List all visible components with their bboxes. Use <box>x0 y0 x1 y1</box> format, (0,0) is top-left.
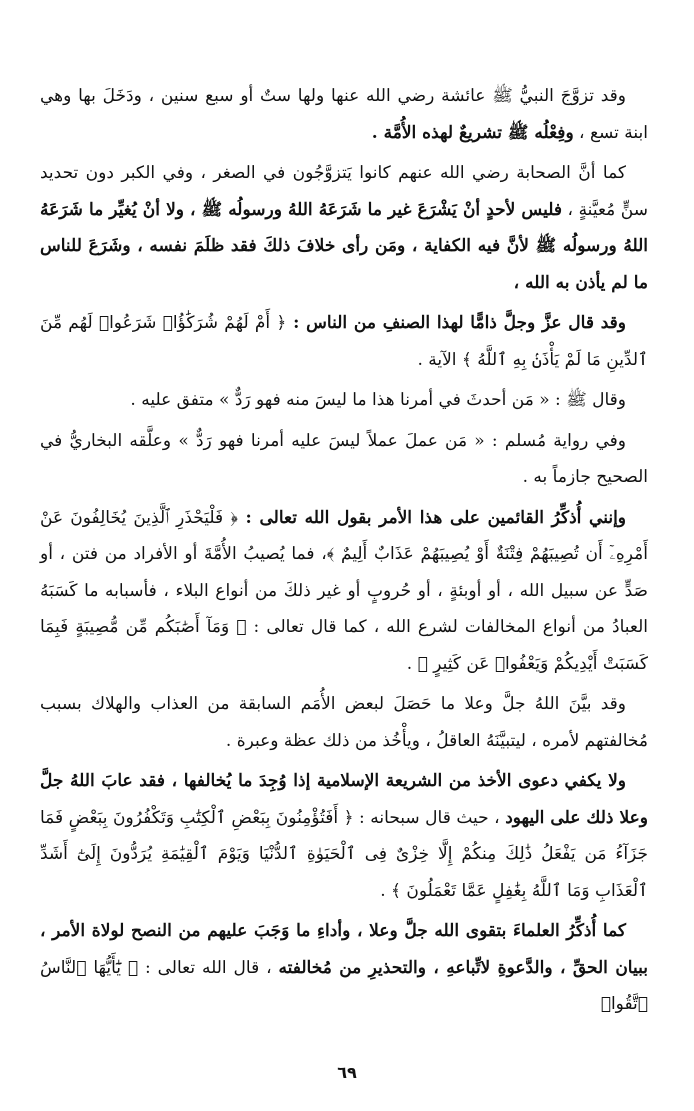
body-text <box>40 78 648 1023</box>
paragraph <box>40 686 648 759</box>
page-number: ٦٩ <box>337 1063 357 1082</box>
paragraph <box>40 423 648 496</box>
bold-text: ولا يكفي دعوى الأخذ من الشريعة الإسلامية إذا وُجِدَ ما يُخالفها ، فقد عابَ اللهُ جلَّ وعلا ذلك على اليهود <box>40 771 648 828</box>
paragraph <box>40 78 648 151</box>
quran-verse: ﴿ يَٰٓأَيُّهَا ٱلنَّاسُ ٱتَّقُوا۟ <box>40 957 648 1014</box>
text-run: ، فما يُصيبُ الأُمَّةَ أو الأفراد من فتن ، أو صَدٍّ عن سبيل الله ، أو أوبئةٍ ، أو حُروبٍ أو غير ذلكَ من أنواع البلاء ، فأسبابه ما كَسَبَهُ العبادُ من أنواع المخالفات لشرع الله ، كما قال تعالى : <box>40 544 648 637</box>
text-run: وقد تزوَّجَ النبيُّ ﷺ عائشة رضي الله عنها ولها ستٌ أو سبع سنين ، ودَخَلَ بها وهي ابنة تسع ، <box>40 86 648 143</box>
text-run: وفي رواية مُسلم : « مَن عملَ عملاً ليسَ عليه أمرنا فهو رَدٌّ » وعلَّقه البخاريُّ في الصحيح جازماً به . <box>40 430 648 487</box>
quran-verse: ﴿ فَلْيَحْذَرِ ٱلَّذِينَ يُخَالِفُونَ عَنْ أَمْرِهِۦٓ أَن تُصِيبَهُمْ فِتْنَةٌ أَوْ يُصِيبَهُمْ عَذَابٌ أَلِيمٌ ﴾ <box>40 507 648 564</box>
text-run: وقد بيَّنَ اللهُ جلَّ وعلا ما حَصَلَ لبعض الأُمَم السابقة من العذاب والهلاك بسبب مُخالفتهم لأمره ، ليتبيَّنَهُ العاقلُ ، ويأْخُذ من ذلك عظة وعبرة . <box>40 694 648 751</box>
paragraph <box>40 763 648 909</box>
text-run: وقال ﷺ : « مَن أحدثَ في أمرنا هذا ما ليسَ منه فهو رَدٌّ » متفق عليه . <box>130 390 626 410</box>
bold-text: وإنني أُذكِّرُ القائمين على هذا الأمر بقول الله تعالى : <box>237 507 627 528</box>
paragraph <box>40 382 648 419</box>
quran-verse: ﴿ أَمْ لَهُمْ شُرَكَٰؤُا۟ شَرَعُوا۟ لَهُم مِّنَ ٱلدِّينِ مَا لَمْ يَأْذَنۢ بِهِ ٱللَّهُ ﴾ <box>40 313 648 370</box>
paragraph <box>40 155 648 301</box>
text-run: ، قال الله تعالى : <box>138 957 279 978</box>
paragraph <box>40 913 648 1023</box>
text-run: . <box>406 653 418 674</box>
text-run: ، حيث قال سبحانه : <box>353 807 506 828</box>
bold-text: كما أُذكِّرُ العلماءَ بتقوى الله جلَّ وعلا ، وأداءِ ما وَجَبَ عليهم من النصح لولاة الأمر ، ببيان الحقِّ ، والدَّعوةِ لاتِّباعهِ ، والتحذيرِ من مُخالفته <box>40 921 648 978</box>
quran-verse: ﴿ وَمَآ أَصَٰبَكُم مِّن مُّصِيبَةٍ فَبِمَا كَسَبَتْ أَيْدِيكُمْ وَيَعْفُوا۟ عَن كَثِيرٍ ﴾ <box>40 617 648 674</box>
quran-verse: ﴿ أَفَتُؤْمِنُونَ بِبَعْضِ ٱلْكِتَٰبِ وَتَكْفُرُونَ بِبَعْضٍ فَمَا جَزَآءُ مَن يَفْعَلُ ذَٰلِكَ مِنكُمْ إِلَّا خِزْىٌ فِى ٱلْحَيَوٰةِ ٱلدُّنْيَا وَيَوْمَ ٱلْقِيَٰمَةِ يُرَدُّونَ إِلَىٰٓ أَشَدِّ ٱلْعَذَابِ وَمَا ٱللَّهُ بِغَٰفِلٍ عَمَّا تَعْمَلُونَ ﴾ <box>40 807 648 901</box>
bold-text: فليس لأحدٍ أنْ يَشْرَعَ غير ما شَرَعَهُ اللهُ ورسولُه ﷺ ، ولا أنْ يُغيِّر ما شَرَعَهُ اللهُ ورسولُه ﷺ لأنَّ فيه الكفاية ، ومَن رأى خلافَ ذلكَ فقد ظلَمَ نفسه ، وشَرَعَ للناس ما لم يأذن به الله ، <box>40 199 648 293</box>
paragraph <box>40 305 648 378</box>
bold-text: وقد قال عزَّ وجلَّ ذامًّا لهذا الصنفِ من الناس : <box>286 313 626 333</box>
text-run: الآية . <box>417 349 462 370</box>
text-run: كما أنَّ الصحابة رضي الله عنهم كانوا يَتزوَّجُون في الصغر ، وفي الكبر دون تحديد سنٍّ مُعيَّنةٍ ، <box>40 163 648 220</box>
text-run: . <box>380 880 392 901</box>
bold-text: وفِعْلُه ﷺ تشريعٌ لهذه الأُمَّة . <box>371 122 574 143</box>
paragraph <box>40 500 648 683</box>
